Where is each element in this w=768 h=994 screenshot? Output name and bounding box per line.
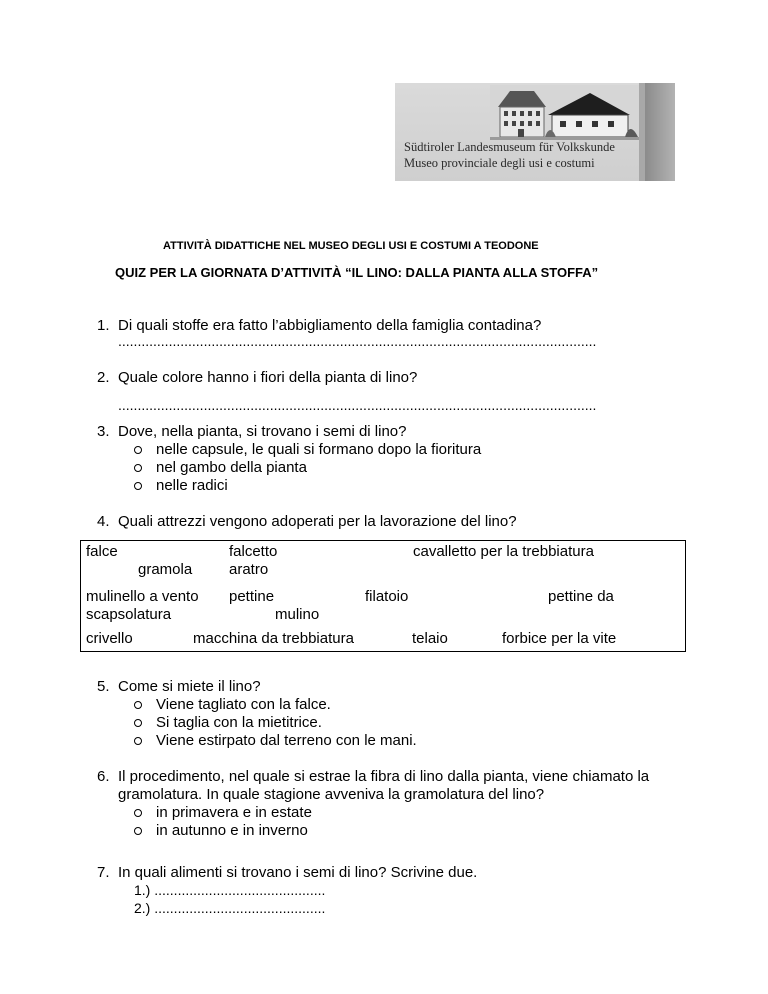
option-label: Viene tagliato con la falce.	[156, 696, 331, 713]
tool-scapsolatura: scapsolatura	[86, 606, 172, 623]
option-radio[interactable]	[134, 482, 142, 490]
answer-line-1: ...........................................................................................................................	[118, 333, 597, 349]
answer-line-7-1: 1.) ............................................	[134, 882, 326, 898]
option-label: in primavera e in estate	[156, 804, 312, 821]
question-number-6: 6.	[97, 768, 110, 785]
option-radio[interactable]	[134, 701, 142, 709]
museum-building-icon	[490, 85, 640, 140]
tool-forbice: forbice per la vite	[502, 630, 617, 647]
tool-aratro: aratro	[229, 561, 269, 578]
tool-filatoio: filatoio	[365, 588, 409, 605]
tool-cavalletto: cavalletto per la trebbiatura	[413, 543, 594, 560]
question-text-6-line-2: gramolatura. In quale stagione avveniva la gramolatura del lino?	[118, 786, 545, 803]
question-text-3: Dove, nella pianta, si trovano i semi di lino?	[118, 423, 407, 440]
option-radio[interactable]	[134, 737, 142, 745]
option-radio[interactable]	[134, 719, 142, 727]
tool-mulinello: mulinello a vento	[86, 588, 199, 605]
option-label: nel gambo della pianta	[156, 459, 307, 476]
tool-falce: falce	[86, 543, 118, 560]
logo-line-2: Museo provinciale degli usi e costumi	[404, 156, 595, 170]
option-label: nelle capsule, le quali si formano dopo la fioritura	[156, 441, 482, 458]
question-text-6-line-1: Il procedimento, nel quale si estrae la fibra di lino dalla pianta, viene chiamato la	[118, 768, 650, 785]
answer-line-2: ...........................................................................................................................	[118, 397, 597, 413]
question-number-3: 3.	[97, 423, 110, 440]
question-text-1: Di quali stoffe era fatto l’abbigliamento della famiglia contadina?	[118, 317, 542, 334]
question-number-1: 1.	[97, 317, 110, 334]
page-title: QUIZ PER LA GIORNATA D’ATTIVITÀ “IL LINO: DALLA PIANTA ALLA STOFFA”	[115, 265, 599, 280]
question-text-4: Quali attrezzi vengono adoperati per la lavorazione del lino?	[118, 513, 517, 530]
question-text-5: Come si miete il lino?	[118, 678, 261, 695]
tool-falcetto: falcetto	[229, 543, 278, 560]
option-radio[interactable]	[134, 827, 142, 835]
tool-telaio: telaio	[412, 630, 448, 647]
answer-line-7-2: 2.) ............................................	[134, 900, 326, 916]
tool-macchina: macchina da trebbiatura	[193, 630, 354, 647]
museum-logo	[395, 83, 675, 181]
logo-line-1: Südtiroler Landesmuseum für Volkskunde	[404, 140, 615, 154]
option-label: nelle radici	[156, 477, 228, 494]
tool-pettine-da: pettine da	[548, 588, 614, 605]
question-number-5: 5.	[97, 678, 110, 695]
tool-gramola: gramola	[138, 561, 193, 578]
tool-mulino: mulino	[275, 606, 320, 623]
question-number-4: 4.	[97, 513, 110, 530]
logo-side-strip	[645, 83, 675, 181]
option-radio[interactable]	[134, 464, 142, 472]
question-text-2: Quale colore hanno i fiori della pianta di lino?	[118, 369, 418, 386]
option-label: Viene estirpato dal terreno con le mani.	[156, 732, 417, 749]
question-number-7: 7.	[97, 864, 110, 881]
question-number-2: 2.	[97, 369, 110, 386]
question-text-7: In quali alimenti si trovano i semi di lino? Scrivine due.	[118, 864, 478, 881]
tool-crivello: crivello	[86, 630, 133, 647]
option-radio[interactable]	[134, 809, 142, 817]
tool-pettine: pettine	[229, 588, 275, 605]
page-subtitle: ATTIVITÀ DIDATTICHE NEL MUSEO DEGLI USI E COSTUMI A TEODONE	[163, 240, 539, 252]
option-label: Si taglia con la mietitrice.	[156, 714, 322, 731]
option-radio[interactable]	[134, 446, 142, 454]
option-label: in autunno e in inverno	[156, 822, 308, 839]
